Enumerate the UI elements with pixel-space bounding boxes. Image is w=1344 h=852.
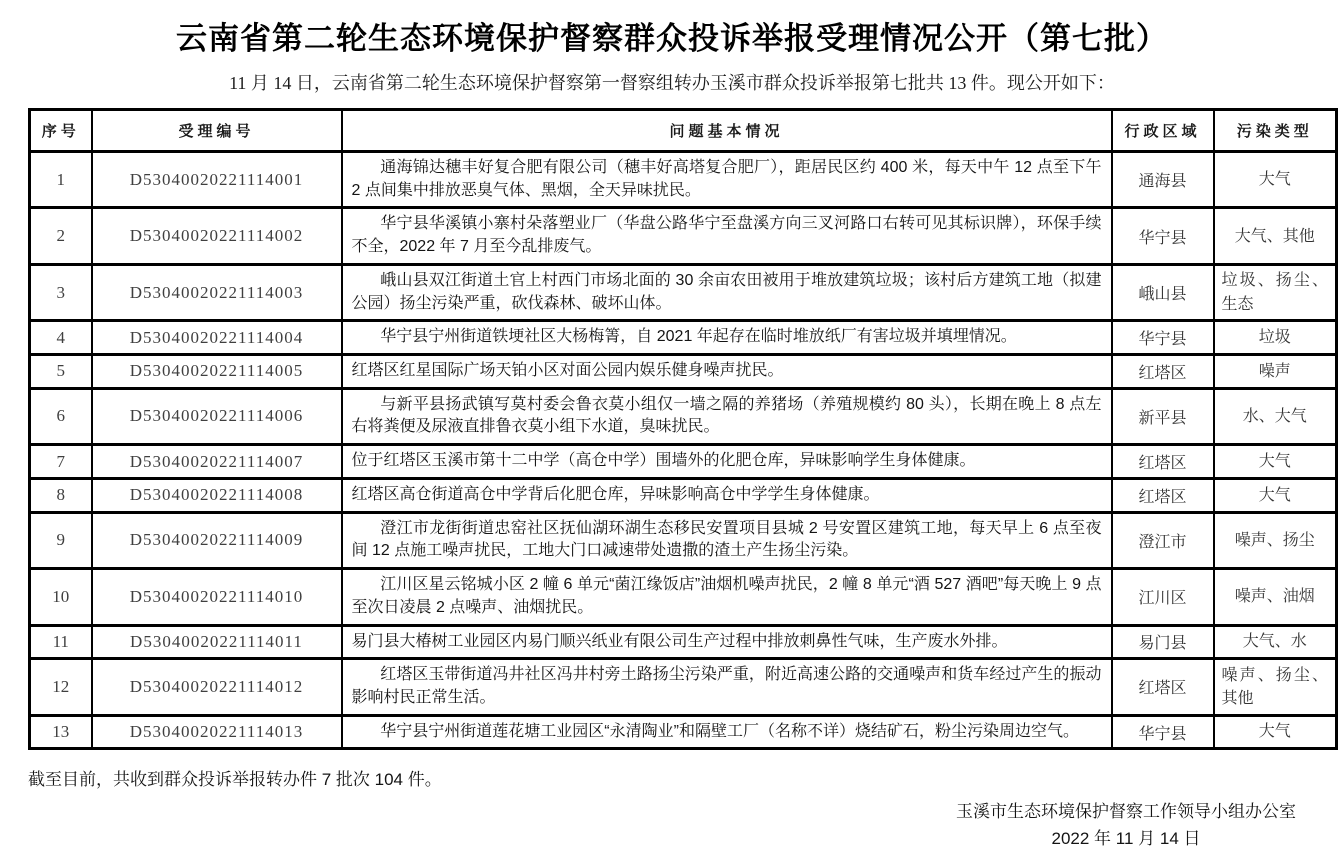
signature-block [0,799,1296,852]
complaints-table [28,108,1338,750]
description-cell: 华宁县宁州街道铁埂社区大杨梅箐，自 2021 年起存在临时堆放纸厂有害垃圾并填埋情况。 [342,321,1112,355]
case-id-cell: D53040020221114009 [92,512,342,568]
table-row [30,478,1337,512]
description-cell: 位于红塔区玉溪市第十二中学（高仓中学）围墙外的化肥仓库，异味影响学生身体健康。 [342,445,1112,479]
signature-date: 2022 年 11 月 14 日 [1051,828,1201,848]
region-cell: 澄江市 [1112,512,1214,568]
case-id-cell: D53040020221114004 [92,321,342,355]
header-cell-problem: 问题基本情况 [342,110,1112,152]
pollution-cell: 大气 [1214,152,1337,208]
table-body [30,152,1337,749]
summary-note: 截至目前，共收到群众投诉举报转办件 7 批次 104 件。 [28,770,442,790]
description-cell: 华宁县华溪镇小寨村朵落塑业厂（华盘公路华宁至盘溪方向三叉河路口右转可见其标识牌），环保手续不全，2022 年 7 月至今乱排废气。 [342,208,1112,264]
signature-office: 玉溪市生态环境保护督察工作领导小组办公室 [956,802,1296,822]
pollution-cell: 水、大气 [1214,388,1337,444]
pollution-cell: 垃圾、扬尘、生态 [1214,264,1337,320]
header-cell-pollution: 污染类型 [1214,110,1337,152]
row-number-cell: 12 [30,659,92,715]
pollution-cell: 噪声 [1214,355,1337,389]
row-number-cell: 5 [30,355,92,389]
row-number-cell: 9 [30,512,92,568]
case-id-cell: D53040020221114007 [92,445,342,479]
region-cell: 红塔区 [1112,659,1214,715]
page-subtitle: 11 月 14 日，云南省第二轮生态环境保护督察第一督察组转办玉溪市群众投诉举报第七批共 13 件。现公开如下： [229,73,1115,93]
table-row [30,512,1337,568]
description-cell: 华宁县宁州街道莲花塘工业园区“永清陶业”和隔壁工厂（名称不详）烧结矿石，粉尘污染周边空气。 [342,715,1112,749]
case-id-cell: D53040020221114010 [92,569,342,625]
table-header-row [30,110,1337,152]
case-id-cell: D53040020221114002 [92,208,342,264]
row-number-cell: 4 [30,321,92,355]
table-row [30,208,1337,264]
description-cell: 红塔区玉带街道冯井社区冯井村旁土路扬尘污染严重，附近高速公路的交通噪声和货车经过产生的振动影响村民正常生活。 [342,659,1112,715]
page-title: 云南省第二轮生态环境保护督察群众投诉举报受理情况公开（第七批） [176,21,1168,56]
header-cell-serial: 序号 [30,110,92,152]
description-cell: 江川区星云铭城小区 2 幢 6 单元“菌江缘饭店”油烟机噪声扰民，2 幢 8 单元“酒 527 酒吧”每天晚上 9 点至次日凌晨 2 点噪声、油烟扰民。 [342,569,1112,625]
description-cell: 与新平县扬武镇写莫村委会鲁衣莫小组仅一墙之隔的养猪场（养殖规模约 80 头），长期在晚上 8 点左右将粪便及尿液直排鲁衣莫小组下水道，臭味扰民。 [342,388,1112,444]
table-row [30,388,1337,444]
pollution-cell: 噪声、扬尘 [1214,512,1337,568]
table-row [30,264,1337,320]
table-row [30,625,1337,659]
description-cell: 通海锦达穗丰好复合肥有限公司（穗丰好高塔复合肥厂），距居民区约 400 米，每天中午 12 点至下午 2 点间集中排放恶臭气体、黑烟，全天异味扰民。 [342,152,1112,208]
pollution-cell: 大气 [1214,445,1337,479]
table-row [30,355,1337,389]
row-number-cell: 8 [30,478,92,512]
region-cell: 红塔区 [1112,355,1214,389]
case-id-cell: D53040020221114012 [92,659,342,715]
case-id-cell: D53040020221114008 [92,478,342,512]
pollution-cell: 垃圾 [1214,321,1337,355]
region-cell: 易门县 [1112,625,1214,659]
description-cell: 澄江市龙街街道忠窑社区抚仙湖环湖生态移民安置项目县城 2 号安置区建筑工地，每天早上 6 点至夜间 12 点施工噪声扰民，工地大门口减速带处遗撒的渣土产生扬尘污染。 [342,512,1112,568]
header-cell-region: 行政区域 [1112,110,1214,152]
row-number-cell: 1 [30,152,92,208]
pollution-cell: 大气、其他 [1214,208,1337,264]
pollution-cell: 噪声、油烟 [1214,569,1337,625]
row-number-cell: 3 [30,264,92,320]
row-number-cell: 2 [30,208,92,264]
table-row [30,152,1337,208]
region-cell: 红塔区 [1112,478,1214,512]
case-id-cell: D53040020221114006 [92,388,342,444]
pollution-cell: 大气、水 [1214,625,1337,659]
row-number-cell: 13 [30,715,92,749]
description-cell: 红塔区红星国际广场天铂小区对面公园内娱乐健身噪声扰民。 [342,355,1112,389]
region-cell: 峨山县 [1112,264,1214,320]
description-cell: 易门县大椿树工业园区内易门顺兴纸业有限公司生产过程中排放刺鼻性气味，生产废水外排。 [342,625,1112,659]
pollution-cell: 噪声、扬尘、其他 [1214,659,1337,715]
table-row [30,569,1337,625]
case-id-cell: D53040020221114005 [92,355,342,389]
table-row [30,659,1337,715]
description-cell: 峨山县双江街道土官上村西门市场北面的 30 余亩农田被用于堆放建筑垃圾；该村后方建筑工地（拟建公园）扬尘污染严重，砍伐森林、破坏山体。 [342,264,1112,320]
row-number-cell: 11 [30,625,92,659]
region-cell: 红塔区 [1112,445,1214,479]
case-id-cell: D53040020221114011 [92,625,342,659]
row-number-cell: 6 [30,388,92,444]
header-cell-case-id: 受理编号 [92,110,342,152]
region-cell: 华宁县 [1112,715,1214,749]
case-id-cell: D53040020221114001 [92,152,342,208]
row-number-cell: 7 [30,445,92,479]
pollution-cell: 大气 [1214,478,1337,512]
case-id-cell: D53040020221114013 [92,715,342,749]
table-row [30,321,1337,355]
table-row [30,445,1337,479]
row-number-cell: 10 [30,569,92,625]
region-cell: 江川区 [1112,569,1214,625]
region-cell: 华宁县 [1112,208,1214,264]
region-cell: 新平县 [1112,388,1214,444]
region-cell: 华宁县 [1112,321,1214,355]
pollution-cell: 大气 [1214,715,1337,749]
description-cell: 红塔区高仓街道高仓中学背后化肥仓库，异味影响高仓中学学生身体健康。 [342,478,1112,512]
region-cell: 通海县 [1112,152,1214,208]
table-row [30,715,1337,749]
case-id-cell: D53040020221114003 [92,264,342,320]
